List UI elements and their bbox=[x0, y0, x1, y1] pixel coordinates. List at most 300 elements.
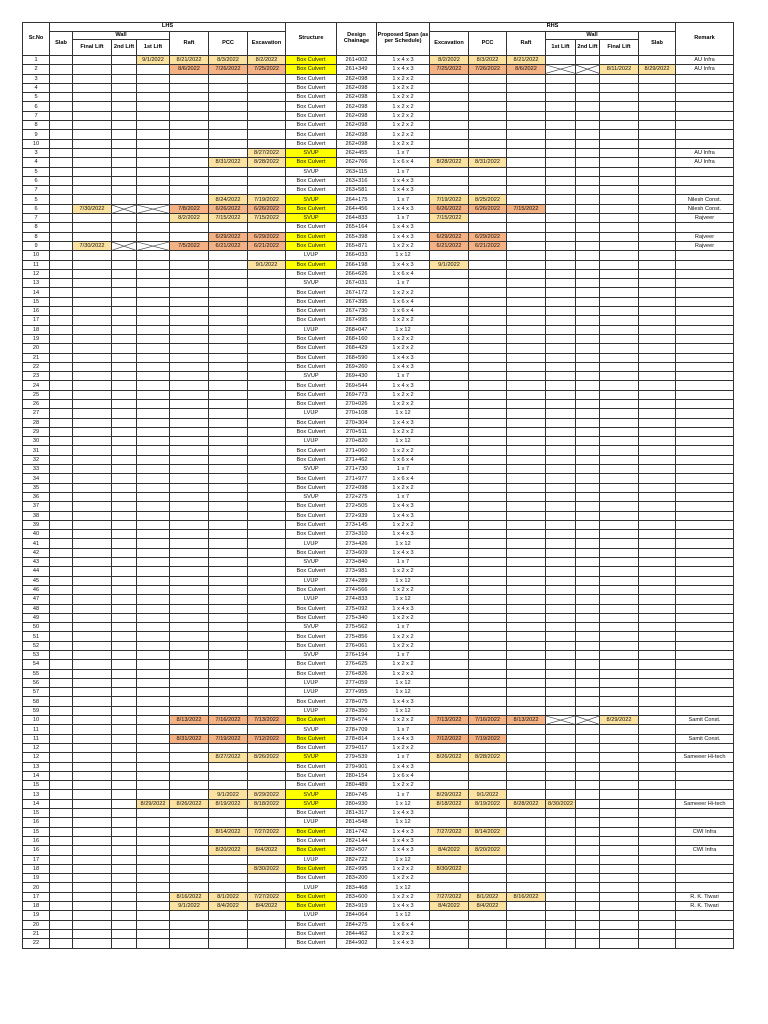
span-cell[interactable]: 1 x 7 bbox=[377, 279, 430, 288]
lhs-pcc-cell[interactable] bbox=[209, 418, 248, 427]
lhs-final-lift-cell[interactable] bbox=[73, 56, 112, 65]
rhs-excavation-cell[interactable] bbox=[430, 223, 469, 232]
rhs-final-lift-cell[interactable] bbox=[600, 362, 639, 371]
rhs-raft-cell[interactable] bbox=[507, 195, 546, 204]
lhs-raft-cell[interactable] bbox=[170, 325, 209, 334]
chainage-cell[interactable]: 283+600 bbox=[337, 892, 377, 901]
lhs-final-lift-cell[interactable] bbox=[73, 539, 112, 548]
lhs-raft-cell[interactable] bbox=[170, 632, 209, 641]
lhs-1st-lift-cell[interactable] bbox=[137, 83, 170, 92]
lhs-slab-cell[interactable] bbox=[50, 65, 73, 74]
lhs-2nd-lift-cell[interactable] bbox=[112, 269, 137, 278]
rhs-slab-cell[interactable] bbox=[639, 102, 676, 111]
rhs-1st-lift-cell[interactable] bbox=[546, 846, 576, 855]
remark-cell[interactable] bbox=[676, 632, 734, 641]
lhs-pcc-cell[interactable] bbox=[209, 139, 248, 148]
chainage-cell[interactable]: 275+562 bbox=[337, 623, 377, 632]
lhs-2nd-lift-cell[interactable] bbox=[112, 446, 137, 455]
rhs-2nd-lift-cell[interactable] bbox=[576, 353, 600, 362]
rhs-slab-cell[interactable] bbox=[639, 223, 676, 232]
lhs-pcc-cell[interactable] bbox=[209, 186, 248, 195]
span-cell[interactable]: 1 x 2 x 2 bbox=[377, 288, 430, 297]
rhs-pcc-cell[interactable]: 8/25/2022 bbox=[469, 195, 507, 204]
chainage-cell[interactable]: 273+145 bbox=[337, 520, 377, 529]
rhs-slab-cell[interactable] bbox=[639, 855, 676, 864]
sr-no-cell[interactable]: 10 bbox=[23, 251, 50, 260]
remark-cell[interactable]: Rajveer bbox=[676, 241, 734, 250]
rhs-slab-cell[interactable] bbox=[639, 585, 676, 594]
rhs-raft-cell[interactable] bbox=[507, 418, 546, 427]
span-cell[interactable]: 1 x 4 x 3 bbox=[377, 223, 430, 232]
remark-cell[interactable] bbox=[676, 186, 734, 195]
chainage-cell[interactable]: 262+455 bbox=[337, 148, 377, 157]
sr-no-cell[interactable]: 25 bbox=[23, 390, 50, 399]
rhs-pcc-cell[interactable] bbox=[469, 762, 507, 771]
remark-cell[interactable] bbox=[676, 353, 734, 362]
lhs-2nd-lift-cell[interactable] bbox=[112, 325, 137, 334]
lhs-excavation-cell[interactable]: 7/27/2022 bbox=[248, 892, 286, 901]
lhs-1st-lift-cell[interactable] bbox=[137, 604, 170, 613]
lhs-slab-cell[interactable] bbox=[50, 111, 73, 120]
remark-cell[interactable] bbox=[676, 409, 734, 418]
rhs-final-lift-cell[interactable] bbox=[600, 920, 639, 929]
rhs-pcc-cell[interactable] bbox=[469, 102, 507, 111]
lhs-excavation-cell[interactable] bbox=[248, 474, 286, 483]
remark-cell[interactable] bbox=[676, 558, 734, 567]
rhs-1st-lift-cell[interactable] bbox=[546, 148, 576, 157]
span-cell[interactable]: 1 x 2 x 2 bbox=[377, 102, 430, 111]
rhs-pcc-cell[interactable] bbox=[469, 427, 507, 436]
lhs-raft-cell[interactable] bbox=[170, 688, 209, 697]
rhs-2nd-lift-cell[interactable] bbox=[576, 158, 600, 167]
rhs-slab-cell[interactable] bbox=[639, 725, 676, 734]
lhs-slab-cell[interactable] bbox=[50, 241, 73, 250]
lhs-final-lift-cell[interactable] bbox=[73, 334, 112, 343]
span-cell[interactable]: 1 x 12 bbox=[377, 883, 430, 892]
lhs-1st-lift-cell[interactable] bbox=[137, 651, 170, 660]
rhs-2nd-lift-cell[interactable] bbox=[576, 288, 600, 297]
lhs-2nd-lift-cell[interactable] bbox=[112, 56, 137, 65]
rhs-final-lift-cell[interactable] bbox=[600, 678, 639, 687]
lhs-excavation-cell[interactable] bbox=[248, 911, 286, 920]
remark-cell[interactable] bbox=[676, 651, 734, 660]
remark-cell[interactable] bbox=[676, 492, 734, 501]
remark-cell[interactable]: Samit Const. bbox=[676, 734, 734, 743]
span-cell[interactable]: 1 x 4 x 3 bbox=[377, 697, 430, 706]
rhs-2nd-lift-cell[interactable] bbox=[576, 883, 600, 892]
rhs-raft-cell[interactable] bbox=[507, 223, 546, 232]
lhs-pcc-cell[interactable] bbox=[209, 130, 248, 139]
rhs-excavation-cell[interactable] bbox=[430, 558, 469, 567]
span-cell[interactable]: 1 x 4 x 3 bbox=[377, 902, 430, 911]
rhs-pcc-cell[interactable]: 8/20/2022 bbox=[469, 846, 507, 855]
structure-cell[interactable]: Box Culvert bbox=[286, 902, 337, 911]
lhs-excavation-cell[interactable] bbox=[248, 632, 286, 641]
lhs-1st-lift-cell[interactable] bbox=[137, 251, 170, 260]
lhs-raft-cell[interactable] bbox=[170, 307, 209, 316]
rhs-pcc-cell[interactable] bbox=[469, 316, 507, 325]
rhs-1st-lift-cell[interactable] bbox=[546, 585, 576, 594]
rhs-1st-lift-cell[interactable] bbox=[546, 288, 576, 297]
rhs-final-lift-cell[interactable] bbox=[600, 372, 639, 381]
remark-cell[interactable] bbox=[676, 176, 734, 185]
lhs-1st-lift-cell[interactable] bbox=[137, 139, 170, 148]
remark-cell[interactable] bbox=[676, 93, 734, 102]
structure-cell[interactable]: Box Culvert bbox=[286, 939, 337, 948]
lhs-slab-cell[interactable] bbox=[50, 883, 73, 892]
lhs-pcc-cell[interactable] bbox=[209, 864, 248, 873]
lhs-2nd-lift-cell[interactable] bbox=[112, 121, 137, 130]
rhs-slab-cell[interactable] bbox=[639, 437, 676, 446]
remark-cell[interactable] bbox=[676, 613, 734, 622]
span-cell[interactable]: 1 x 2 x 2 bbox=[377, 716, 430, 725]
lhs-pcc-cell[interactable] bbox=[209, 437, 248, 446]
lhs-pcc-cell[interactable] bbox=[209, 920, 248, 929]
span-cell[interactable]: 1 x 12 bbox=[377, 688, 430, 697]
rhs-2nd-lift-cell[interactable] bbox=[576, 111, 600, 120]
lhs-pcc-cell[interactable] bbox=[209, 743, 248, 752]
lhs-2nd-lift-cell[interactable] bbox=[112, 883, 137, 892]
rhs-slab-cell[interactable] bbox=[639, 502, 676, 511]
lhs-excavation-cell[interactable] bbox=[248, 762, 286, 771]
span-cell[interactable]: 1 x 2 x 2 bbox=[377, 93, 430, 102]
lhs-slab-cell[interactable] bbox=[50, 697, 73, 706]
remark-cell[interactable] bbox=[676, 781, 734, 790]
rhs-excavation-cell[interactable]: 8/4/2022 bbox=[430, 902, 469, 911]
rhs-raft-cell[interactable] bbox=[507, 362, 546, 371]
rhs-1st-lift-cell[interactable] bbox=[546, 139, 576, 148]
lhs-raft-cell[interactable]: 7/5/2022 bbox=[170, 241, 209, 250]
rhs-2nd-lift-cell[interactable] bbox=[576, 362, 600, 371]
sr-no-cell[interactable]: 33 bbox=[23, 465, 50, 474]
rhs-2nd-lift-cell[interactable] bbox=[576, 641, 600, 650]
rhs-raft-cell[interactable] bbox=[507, 836, 546, 845]
rhs-slab-cell[interactable] bbox=[639, 790, 676, 799]
sr-no-cell[interactable]: 16 bbox=[23, 818, 50, 827]
rhs-final-lift-cell[interactable] bbox=[600, 474, 639, 483]
rhs-pcc-cell[interactable] bbox=[469, 93, 507, 102]
structure-cell[interactable]: SVUP bbox=[286, 799, 337, 808]
rhs-1st-lift-cell[interactable] bbox=[546, 651, 576, 660]
lhs-1st-lift-cell[interactable] bbox=[137, 437, 170, 446]
rhs-final-lift-cell[interactable] bbox=[600, 279, 639, 288]
lhs-raft-cell[interactable]: 8/21/2022 bbox=[170, 56, 209, 65]
sr-no-cell[interactable]: 13 bbox=[23, 279, 50, 288]
rhs-excavation-cell[interactable] bbox=[430, 632, 469, 641]
chainage-cell[interactable]: 280+154 bbox=[337, 771, 377, 780]
structure-cell[interactable]: Box Culvert bbox=[286, 93, 337, 102]
rhs-pcc-cell[interactable] bbox=[469, 381, 507, 390]
rhs-final-lift-cell[interactable] bbox=[600, 260, 639, 269]
rhs-final-lift-cell[interactable] bbox=[600, 939, 639, 948]
lhs-slab-cell[interactable] bbox=[50, 641, 73, 650]
sr-no-cell[interactable]: 41 bbox=[23, 539, 50, 548]
span-cell[interactable]: 1 x 2 x 2 bbox=[377, 929, 430, 938]
lhs-final-lift-cell[interactable] bbox=[73, 167, 112, 176]
rhs-1st-lift-cell[interactable] bbox=[546, 511, 576, 520]
sr-no-cell[interactable]: 3 bbox=[23, 148, 50, 157]
lhs-slab-cell[interactable] bbox=[50, 167, 73, 176]
rhs-2nd-lift-cell[interactable] bbox=[576, 325, 600, 334]
rhs-slab-cell[interactable] bbox=[639, 139, 676, 148]
lhs-slab-cell[interactable] bbox=[50, 130, 73, 139]
lhs-pcc-cell[interactable] bbox=[209, 502, 248, 511]
lhs-raft-cell[interactable] bbox=[170, 381, 209, 390]
structure-cell[interactable]: Box Culvert bbox=[286, 121, 337, 130]
lhs-final-lift-cell[interactable] bbox=[73, 669, 112, 678]
rhs-raft-cell[interactable] bbox=[507, 771, 546, 780]
rhs-excavation-cell[interactable] bbox=[430, 539, 469, 548]
remark-cell[interactable] bbox=[676, 576, 734, 585]
lhs-slab-cell[interactable] bbox=[50, 279, 73, 288]
rhs-final-lift-cell[interactable] bbox=[600, 660, 639, 669]
rhs-1st-lift-cell[interactable] bbox=[546, 911, 576, 920]
lhs-2nd-lift-cell[interactable] bbox=[112, 939, 137, 948]
lhs-final-lift-cell[interactable] bbox=[73, 83, 112, 92]
lhs-final-lift-cell[interactable] bbox=[73, 214, 112, 223]
rhs-pcc-cell[interactable]: 8/4/2022 bbox=[469, 902, 507, 911]
lhs-excavation-cell[interactable] bbox=[248, 558, 286, 567]
structure-cell[interactable]: LVUP bbox=[286, 818, 337, 827]
rhs-excavation-cell[interactable] bbox=[430, 279, 469, 288]
lhs-1st-lift-cell[interactable] bbox=[137, 818, 170, 827]
lhs-1st-lift-cell[interactable] bbox=[137, 632, 170, 641]
lhs-pcc-cell[interactable] bbox=[209, 781, 248, 790]
lhs-pcc-cell[interactable] bbox=[209, 223, 248, 232]
rhs-raft-cell[interactable] bbox=[507, 929, 546, 938]
structure-cell[interactable]: Box Culvert bbox=[286, 771, 337, 780]
lhs-2nd-lift-cell[interactable] bbox=[112, 762, 137, 771]
rhs-1st-lift-cell[interactable] bbox=[546, 437, 576, 446]
span-cell[interactable]: 1 x 2 x 2 bbox=[377, 427, 430, 436]
rhs-slab-cell[interactable] bbox=[639, 121, 676, 130]
rhs-pcc-cell[interactable] bbox=[469, 539, 507, 548]
lhs-2nd-lift-cell[interactable] bbox=[112, 381, 137, 390]
rhs-excavation-cell[interactable] bbox=[430, 399, 469, 408]
rhs-excavation-cell[interactable] bbox=[430, 688, 469, 697]
lhs-raft-cell[interactable] bbox=[170, 613, 209, 622]
lhs-2nd-lift-cell[interactable] bbox=[112, 223, 137, 232]
lhs-slab-cell[interactable] bbox=[50, 195, 73, 204]
rhs-pcc-cell[interactable] bbox=[469, 660, 507, 669]
lhs-slab-cell[interactable] bbox=[50, 288, 73, 297]
lhs-final-lift-cell[interactable] bbox=[73, 725, 112, 734]
lhs-excavation-cell[interactable]: 8/4/2022 bbox=[248, 846, 286, 855]
rhs-2nd-lift-cell[interactable] bbox=[576, 623, 600, 632]
rhs-final-lift-cell[interactable] bbox=[600, 548, 639, 557]
lhs-final-lift-cell[interactable] bbox=[73, 465, 112, 474]
rhs-pcc-cell[interactable]: 8/28/2022 bbox=[469, 753, 507, 762]
rhs-excavation-cell[interactable]: 6/21/2022 bbox=[430, 241, 469, 250]
structure-cell[interactable]: Box Culvert bbox=[286, 74, 337, 83]
lhs-slab-cell[interactable] bbox=[50, 548, 73, 557]
rhs-1st-lift-cell[interactable] bbox=[546, 362, 576, 371]
rhs-2nd-lift-cell[interactable] bbox=[576, 604, 600, 613]
lhs-pcc-cell[interactable] bbox=[209, 725, 248, 734]
rhs-1st-lift-cell[interactable] bbox=[546, 567, 576, 576]
lhs-1st-lift-cell[interactable] bbox=[137, 232, 170, 241]
lhs-raft-cell[interactable]: 8/6/2022 bbox=[170, 65, 209, 74]
lhs-final-lift-cell[interactable] bbox=[73, 595, 112, 604]
rhs-pcc-cell[interactable] bbox=[469, 651, 507, 660]
rhs-raft-cell[interactable] bbox=[507, 390, 546, 399]
lhs-slab-cell[interactable] bbox=[50, 223, 73, 232]
rhs-1st-lift-cell[interactable] bbox=[546, 409, 576, 418]
rhs-raft-cell[interactable] bbox=[507, 455, 546, 464]
chainage-cell[interactable]: 278+574 bbox=[337, 716, 377, 725]
rhs-1st-lift-cell[interactable] bbox=[546, 836, 576, 845]
span-cell[interactable]: 1 x 7 bbox=[377, 725, 430, 734]
lhs-pcc-cell[interactable]: 7/16/2022 bbox=[209, 716, 248, 725]
lhs-raft-cell[interactable] bbox=[170, 279, 209, 288]
lhs-final-lift-cell[interactable] bbox=[73, 409, 112, 418]
remark-cell[interactable] bbox=[676, 771, 734, 780]
lhs-excavation-cell[interactable] bbox=[248, 883, 286, 892]
chainage-cell[interactable]: 266+198 bbox=[337, 260, 377, 269]
chainage-cell[interactable]: 276+194 bbox=[337, 651, 377, 660]
lhs-2nd-lift-cell[interactable] bbox=[112, 836, 137, 845]
sr-no-cell[interactable]: 20 bbox=[23, 920, 50, 929]
rhs-1st-lift-cell[interactable] bbox=[546, 260, 576, 269]
rhs-2nd-lift-cell[interactable] bbox=[576, 678, 600, 687]
lhs-raft-cell[interactable] bbox=[170, 585, 209, 594]
rhs-1st-lift-cell[interactable] bbox=[546, 111, 576, 120]
lhs-pcc-cell[interactable] bbox=[209, 762, 248, 771]
chainage-cell[interactable]: 283+468 bbox=[337, 883, 377, 892]
rhs-2nd-lift-cell[interactable] bbox=[576, 399, 600, 408]
lhs-2nd-lift-cell[interactable] bbox=[112, 781, 137, 790]
rhs-final-lift-cell[interactable] bbox=[600, 688, 639, 697]
rhs-final-lift-cell[interactable] bbox=[600, 613, 639, 622]
remark-cell[interactable] bbox=[676, 539, 734, 548]
lhs-excavation-cell[interactable]: 8/28/2022 bbox=[248, 158, 286, 167]
lhs-excavation-cell[interactable] bbox=[248, 836, 286, 845]
lhs-pcc-cell[interactable] bbox=[209, 279, 248, 288]
lhs-1st-lift-cell[interactable] bbox=[137, 176, 170, 185]
lhs-pcc-cell[interactable] bbox=[209, 678, 248, 687]
lhs-2nd-lift-cell[interactable] bbox=[112, 279, 137, 288]
structure-cell[interactable]: LVUP bbox=[286, 706, 337, 715]
remark-cell[interactable] bbox=[676, 939, 734, 948]
rhs-slab-cell[interactable] bbox=[639, 836, 676, 845]
lhs-2nd-lift-cell[interactable] bbox=[112, 186, 137, 195]
lhs-1st-lift-cell[interactable] bbox=[137, 269, 170, 278]
rhs-slab-cell[interactable] bbox=[639, 548, 676, 557]
span-cell[interactable]: 1 x 6 x 4 bbox=[377, 474, 430, 483]
lhs-slab-cell[interactable] bbox=[50, 836, 73, 845]
rhs-raft-cell[interactable] bbox=[507, 697, 546, 706]
lhs-2nd-lift-cell[interactable] bbox=[112, 539, 137, 548]
rhs-raft-cell[interactable] bbox=[507, 585, 546, 594]
lhs-excavation-cell[interactable] bbox=[248, 725, 286, 734]
rhs-slab-cell[interactable] bbox=[639, 446, 676, 455]
lhs-2nd-lift-cell[interactable] bbox=[112, 399, 137, 408]
lhs-excavation-cell[interactable] bbox=[248, 437, 286, 446]
rhs-raft-cell[interactable]: 7/15/2022 bbox=[507, 204, 546, 213]
rhs-raft-cell[interactable] bbox=[507, 641, 546, 650]
sr-no-cell[interactable]: 6 bbox=[23, 176, 50, 185]
sr-no-cell[interactable]: 35 bbox=[23, 483, 50, 492]
rhs-1st-lift-cell[interactable] bbox=[546, 344, 576, 353]
rhs-2nd-lift-cell[interactable] bbox=[576, 743, 600, 752]
lhs-excavation-cell[interactable] bbox=[248, 492, 286, 501]
rhs-slab-cell[interactable] bbox=[639, 892, 676, 901]
rhs-final-lift-cell[interactable] bbox=[600, 409, 639, 418]
rhs-1st-lift-cell[interactable] bbox=[546, 353, 576, 362]
lhs-final-lift-cell[interactable] bbox=[73, 818, 112, 827]
rhs-crossed-cell[interactable] bbox=[546, 65, 576, 74]
lhs-final-lift-cell[interactable]: 7/30/2022 bbox=[73, 241, 112, 250]
lhs-final-lift-cell[interactable] bbox=[73, 734, 112, 743]
lhs-1st-lift-cell[interactable] bbox=[137, 771, 170, 780]
rhs-slab-cell[interactable] bbox=[639, 827, 676, 836]
rhs-slab-cell[interactable] bbox=[639, 56, 676, 65]
rhs-final-lift-cell[interactable] bbox=[600, 697, 639, 706]
lhs-slab-cell[interactable] bbox=[50, 790, 73, 799]
rhs-slab-cell[interactable] bbox=[639, 176, 676, 185]
rhs-2nd-lift-cell[interactable] bbox=[576, 269, 600, 278]
chainage-cell[interactable]: 273+981 bbox=[337, 567, 377, 576]
rhs-2nd-lift-cell[interactable] bbox=[576, 56, 600, 65]
rhs-pcc-cell[interactable] bbox=[469, 288, 507, 297]
lhs-slab-cell[interactable] bbox=[50, 576, 73, 585]
chainage-cell[interactable]: 264+175 bbox=[337, 195, 377, 204]
lhs-final-lift-cell[interactable] bbox=[73, 381, 112, 390]
chainage-cell[interactable]: 278+814 bbox=[337, 734, 377, 743]
rhs-2nd-lift-cell[interactable] bbox=[576, 697, 600, 706]
structure-cell[interactable]: Box Culvert bbox=[286, 846, 337, 855]
rhs-final-lift-cell[interactable] bbox=[600, 214, 639, 223]
sr-no-cell[interactable]: 6 bbox=[23, 102, 50, 111]
lhs-raft-cell[interactable] bbox=[170, 427, 209, 436]
rhs-raft-cell[interactable] bbox=[507, 372, 546, 381]
lhs-slab-cell[interactable] bbox=[50, 818, 73, 827]
lhs-raft-cell[interactable] bbox=[170, 706, 209, 715]
sr-no-cell[interactable]: 21 bbox=[23, 929, 50, 938]
lhs-excavation-cell[interactable]: 6/21/2022 bbox=[248, 241, 286, 250]
rhs-2nd-lift-cell[interactable] bbox=[576, 660, 600, 669]
lhs-2nd-lift-cell[interactable] bbox=[112, 743, 137, 752]
lhs-pcc-cell[interactable]: 8/20/2022 bbox=[209, 846, 248, 855]
rhs-pcc-cell[interactable]: 9/1/2022 bbox=[469, 790, 507, 799]
span-cell[interactable]: 1 x 2 x 2 bbox=[377, 111, 430, 120]
span-cell[interactable]: 1 x 12 bbox=[377, 409, 430, 418]
span-cell[interactable]: 1 x 6 x 4 bbox=[377, 771, 430, 780]
span-cell[interactable]: 1 x 2 x 2 bbox=[377, 874, 430, 883]
rhs-excavation-cell[interactable] bbox=[430, 585, 469, 594]
sr-no-cell[interactable]: 52 bbox=[23, 641, 50, 650]
rhs-raft-cell[interactable] bbox=[507, 148, 546, 157]
chainage-cell[interactable]: 282+722 bbox=[337, 855, 377, 864]
lhs-final-lift-cell[interactable] bbox=[73, 325, 112, 334]
lhs-excavation-cell[interactable] bbox=[248, 418, 286, 427]
sr-no-cell[interactable]: 16 bbox=[23, 846, 50, 855]
rhs-raft-cell[interactable]: 8/28/2022 bbox=[507, 799, 546, 808]
sr-no-cell[interactable]: 55 bbox=[23, 669, 50, 678]
structure-cell[interactable]: Box Culvert bbox=[286, 530, 337, 539]
span-cell[interactable]: 1 x 12 bbox=[377, 706, 430, 715]
lhs-final-lift-cell[interactable] bbox=[73, 688, 112, 697]
sr-no-cell[interactable]: 18 bbox=[23, 902, 50, 911]
rhs-excavation-cell[interactable] bbox=[430, 483, 469, 492]
lhs-pcc-cell[interactable] bbox=[209, 874, 248, 883]
remark-cell[interactable] bbox=[676, 325, 734, 334]
lhs-raft-cell[interactable] bbox=[170, 297, 209, 306]
chainage-cell[interactable]: 262+766 bbox=[337, 158, 377, 167]
sr-no-cell[interactable]: 5 bbox=[23, 195, 50, 204]
lhs-pcc-cell[interactable] bbox=[209, 623, 248, 632]
rhs-1st-lift-cell[interactable] bbox=[546, 604, 576, 613]
